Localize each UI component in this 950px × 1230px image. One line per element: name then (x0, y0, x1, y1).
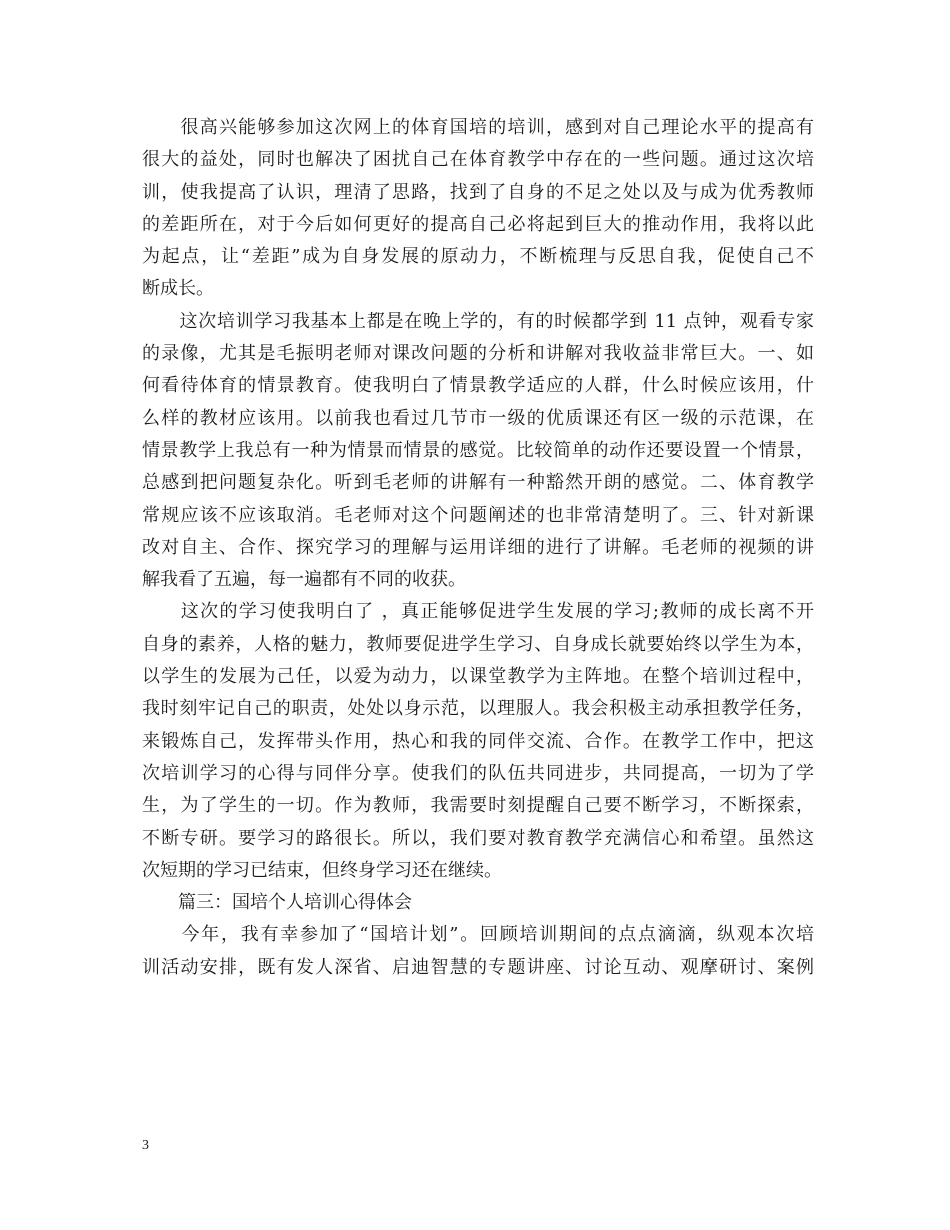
text-line: 总感到把问题复杂化。听到毛老师的讲解有一种豁然开朗的感觉。二、体育教学 (142, 472, 814, 494)
page-number: 3 (142, 1138, 149, 1153)
text-line: 改对自主、合作、探究学习的理解与运用详细的进行了讲解。毛老师的视频的讲 (142, 536, 814, 558)
text-line: 次短期的学习已结束，但终身学习还在继续。 (142, 859, 502, 881)
text-line: 何看待体育的情景教育。使我明白了情景教学适应的人群，什么时候应该用，什 (142, 375, 814, 397)
body-text (142, 112, 814, 984)
text-line: 来锻炼自己，发挥带头作用，热心和我的同伴交流、合作。在教学工作中，把这 (142, 730, 814, 752)
text-line: 这次培训学习我基本上都是在晚上学的，有的时候都学到 11 点钟，观看专家 (142, 310, 814, 332)
text-line: 次培训学习的心得与同伴分享。使我们的队伍共同进步，共同提高，一切为了学 (142, 762, 814, 784)
text-line: 自身的素养，人格的魅力，教师要促进学生学习、自身成长就要始终以学生为本， (142, 633, 814, 655)
text-line: 解我看了五遍，每一遍都有不同的收获。 (142, 569, 466, 591)
text-line: 这次的学习使我明白了 ，真正能够促进学生发展的学习;教师的成长离不开 (142, 601, 814, 623)
text-line: 训活动安排，既有发人深省、启迪智慧的专题讲座、讨论互动、观摩研讨、案例 (142, 956, 814, 978)
text-line: 不断专研。要学习的路很长。所以，我们要对教育教学充满信心和希望。虽然这 (142, 827, 814, 849)
text-line: 训，使我提高了认识，理清了思路，找到了自身的不足之处以及与成为优秀教师 (142, 181, 814, 203)
text-line: 很大的益处，同时也解决了困扰自己在体育教学中存在的一些问题。通过这次培 (142, 149, 814, 171)
text-line: 么样的教材应该用。以前我也看过几节市一级的优质课还有区一级的示范课，在 (142, 407, 814, 429)
text-line: 情景教学上我总有一种为情景而情景的感觉。比较简单的动作还要设置一个情景， (142, 439, 814, 461)
text-line: 断成长。 (142, 278, 214, 300)
text-line: 篇三：国培个人培训心得体会 (142, 892, 412, 914)
text-line: 为起点，让“差距”成为自身发展的原动力，不断梳理与反思自我，促使自己不 (142, 246, 814, 268)
text-line: 的录像，尤其是毛振明老师对课改问题的分析和讲解对我收益非常巨大。一、如 (142, 343, 814, 365)
text-line: 的差距所在，对于今后如何更好的提高自己必将起到巨大的推动作用，我将以此 (142, 213, 814, 235)
text-line: 很高兴能够参加这次网上的体育国培的培训，感到对自己理论水平的提高有 (142, 117, 814, 138)
text-line: 常规应该不应该取消。毛老师对这个问题阐述的也非常清楚明了。三、针对新课 (142, 504, 814, 526)
text-line: 以学生的发展为己任，以爱为动力，以课堂教学为主阵地。在整个培训过程中， (142, 666, 814, 688)
text-line: 生，为了学生的一切。作为教师，我需要时刻提醒自己要不断学习，不断探索， (142, 795, 814, 817)
text-line: 今年，我有幸参加了“国培计划”。回顾培训期间的点点滴滴，纵观本次培 (142, 924, 814, 946)
text-line: 我时刻牢记自己的职责，处处以身示范，以理服人。我会积极主动承担教学任务， (142, 698, 814, 720)
